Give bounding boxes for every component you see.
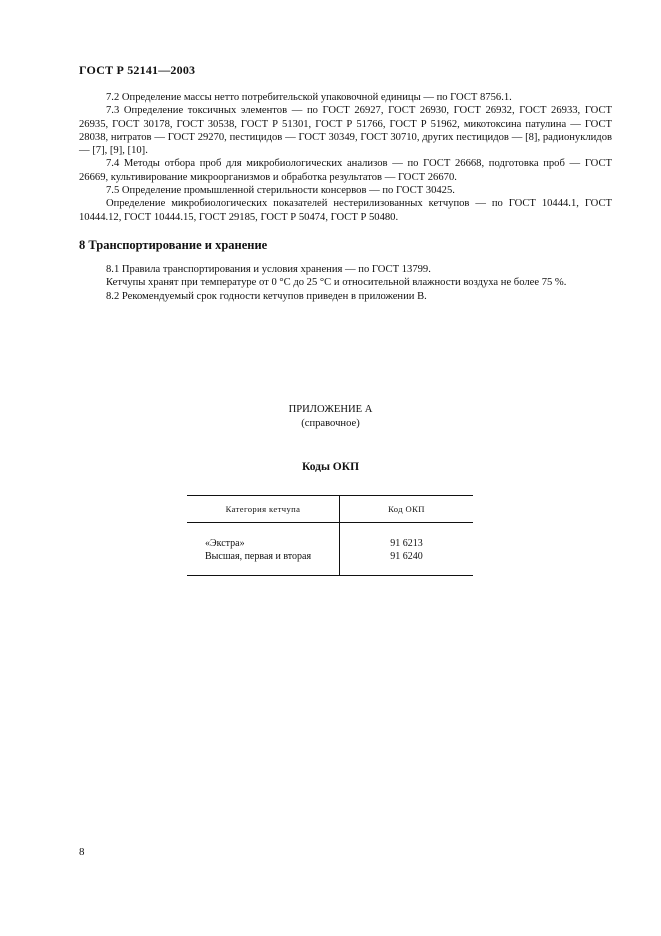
page-number: 8 <box>79 846 85 858</box>
column-header-category: Категория кетчупа <box>187 496 340 523</box>
category-higher-first-second: Высшая, первая и вторая <box>205 551 312 562</box>
paragraph-8-1: 8.1 Правила транспортирования и условия хранения — по ГОСТ 13799. <box>106 264 431 275</box>
paragraph-7-5: 7.5 Определение промышленной стерильности консервов — по ГОСТ 30425. <box>106 185 455 197</box>
okp-codes-table <box>187 495 473 576</box>
code-extra: 91 6213 <box>390 538 423 549</box>
table-title: Коды ОКП <box>301 461 360 473</box>
code-higher-first-second: 91 6240 <box>390 551 423 562</box>
paragraph-8-2: 8.2 Рекомендуемый срок годности кетчупов приведен в приложении В. <box>106 290 427 302</box>
section-7-text <box>79 91 612 224</box>
category-extra: «Экстра» <box>205 538 245 549</box>
paragraph-7-2: 7.2 Определение массы нетто потребительской упаковочной единицы — по ГОСТ 8756.1. <box>106 92 512 103</box>
section-8-title: 8 Транспортирование и хранение <box>79 238 268 252</box>
paragraph-8-1-storage: Кетчупы хранят при температуре от 0 °С до 25 °С и относительной влажности воздуха не более 75 %. <box>106 277 567 289</box>
paragraph-7-3: 7.3 Определение токсичных элементов — по ГОСТ 26927, ГОСТ 26930, ГОСТ 26932, ГОСТ 26933, ГОСТ 26935, ГОСТ 30178, ГОСТ 30538, ГОСТ Р 51301, ГОСТ Р 51766, ГОСТ Р 51962, микотоксина патулина — ГОСТ 28038, нитратов — ГОСТ 29270, пестицидов — ГОСТ 30349, ГОСТ 30710, других пестицидов — [8], радионуклидов — [7], [9], [10]. <box>79 105 612 157</box>
category-cell <box>187 523 340 576</box>
column-header-code: Код ОКП <box>340 496 474 523</box>
table-row <box>187 523 473 576</box>
table-header-row <box>187 496 473 523</box>
code-cell <box>340 523 474 576</box>
paragraph-7-4: 7.4 Методы отбора проб для микробиологических анализов — по ГОСТ 26668, подготовка проб — ГОСТ 26669, культивирование микроорганизмов и обработка результатов — ГОСТ 26670. <box>79 158 612 183</box>
section-8-text <box>79 263 612 303</box>
paragraph-7-5-micro: Определение микробиологических показателей нестерилизованных кетчупов — по ГОСТ 10444.1, ГОСТ 10444.12, ГОСТ 10444.15, ГОСТ 29185, ГОСТ Р 50474, ГОСТ Р 50480. <box>79 198 612 223</box>
appendix-subtitle: (справочное) <box>301 418 360 429</box>
appendix-title: ПРИЛОЖЕНИЕ А <box>288 404 373 415</box>
document-header: ГОСТ Р 52141—2003 <box>79 63 196 77</box>
